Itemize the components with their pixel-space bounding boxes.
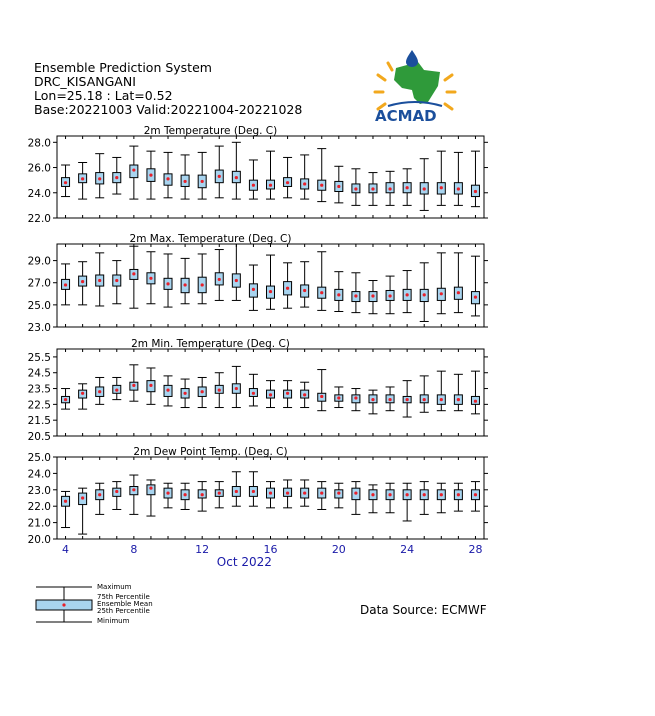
mean-marker <box>235 387 238 390</box>
mean-marker <box>337 185 340 188</box>
box-day-26 <box>437 371 446 411</box>
panel-title: 2m Temperature (Deg. C) <box>143 125 278 137</box>
mean-marker <box>252 392 255 395</box>
mean-marker <box>149 174 152 177</box>
box-day-10 <box>164 152 173 197</box>
mean-marker <box>440 493 443 496</box>
box-day-14 <box>232 366 241 407</box>
box-day-15 <box>249 160 258 199</box>
box-day-25 <box>420 159 429 211</box>
box-day-9 <box>146 480 155 516</box>
box-day-27 <box>454 152 463 205</box>
box-day-17 <box>283 480 292 508</box>
box-day-15 <box>249 472 258 506</box>
y-tick-label: 25.5 <box>27 351 51 364</box>
box-day-4 <box>61 264 70 305</box>
mean-marker <box>81 392 84 395</box>
mean-marker <box>218 278 221 281</box>
box-day-15 <box>249 374 258 406</box>
box-day-22 <box>368 173 377 206</box>
box-day-17 <box>283 381 292 408</box>
mean-marker <box>423 493 426 496</box>
mean-marker <box>81 280 84 283</box>
y-tick-label: 21.0 <box>27 517 51 530</box>
panel-title: 2m Max. Temperature (Deg. C) <box>129 233 292 245</box>
mean-marker <box>184 283 187 286</box>
mean-marker <box>115 176 118 179</box>
x-tick-label: 24 <box>400 543 415 556</box>
mean-marker <box>440 292 443 295</box>
mean-marker <box>474 296 477 299</box>
box-day-16 <box>266 151 275 199</box>
mean-marker <box>252 490 255 493</box>
mean-marker <box>337 293 340 296</box>
y-tick-label: 29.0 <box>27 255 51 268</box>
mean-marker <box>81 496 84 499</box>
mean-marker <box>235 279 238 282</box>
box-day-23 <box>386 276 395 314</box>
y-tick-label: 23.0 <box>27 484 51 497</box>
panel-3 <box>28 338 488 443</box>
mean-marker <box>166 491 169 494</box>
box-day-12 <box>198 152 207 199</box>
mean-marker <box>474 493 477 496</box>
box-day-18 <box>300 155 309 199</box>
box-day-25 <box>420 482 429 515</box>
mean-marker <box>320 291 323 294</box>
box-day-21 <box>351 273 360 313</box>
mean-marker <box>423 293 426 296</box>
box-day-14 <box>232 472 241 506</box>
mean-marker <box>201 390 204 393</box>
box-day-20 <box>334 483 343 508</box>
mean-marker <box>269 184 272 187</box>
mean-marker <box>98 493 101 496</box>
y-tick-label: 24.0 <box>27 468 51 481</box>
box-day-7 <box>112 157 121 194</box>
box-day-27 <box>454 483 463 511</box>
mean-marker <box>457 493 460 496</box>
mean-marker <box>184 180 187 183</box>
mean-marker <box>218 175 221 178</box>
box-day-15 <box>249 265 258 310</box>
box-day-23 <box>386 387 395 411</box>
box-day-20 <box>334 272 343 312</box>
box-day-4 <box>61 165 70 197</box>
mean-marker <box>457 398 460 401</box>
box-day-20 <box>334 166 343 203</box>
box-day-8 <box>129 475 138 514</box>
box-day-28 <box>471 151 480 207</box>
box-day-13 <box>215 373 224 408</box>
box-day-11 <box>181 379 190 407</box>
header-coordinates: Lon=25.18 : Lat=0.52 <box>34 88 173 103</box>
box-day-8 <box>129 146 138 199</box>
mean-marker <box>440 186 443 189</box>
header-title: Ensemble Prediction System <box>34 60 212 75</box>
box-day-4 <box>61 389 70 410</box>
iqr-box <box>147 485 155 495</box>
mean-marker <box>388 493 391 496</box>
box-day-26 <box>437 483 446 513</box>
mean-marker <box>303 289 306 292</box>
box-day-6 <box>95 377 104 404</box>
box-day-28 <box>471 482 480 512</box>
legend-minimum: Minimum <box>97 617 130 625</box>
mean-marker <box>201 180 204 183</box>
box-day-21 <box>351 389 360 411</box>
x-tick-label: 8 <box>130 543 138 556</box>
chart-panels <box>28 125 488 546</box>
mean-marker <box>115 279 118 282</box>
mean-marker <box>269 290 272 293</box>
mean-marker <box>218 389 221 392</box>
mean-marker <box>286 287 289 290</box>
box-day-8 <box>129 365 138 401</box>
mean-marker <box>252 288 255 291</box>
mean-marker <box>166 282 169 285</box>
mean-marker <box>406 493 409 496</box>
box-day-14 <box>232 142 241 199</box>
box-day-9 <box>146 151 155 199</box>
box-day-8 <box>129 246 138 308</box>
mean-marker <box>371 493 374 496</box>
legend-p75: 75th Percentile <box>97 593 150 601</box>
box-day-16 <box>266 255 275 309</box>
mean-marker <box>303 491 306 494</box>
mean-marker <box>132 488 135 491</box>
box-day-19 <box>317 482 326 510</box>
box-day-17 <box>283 263 292 308</box>
x-axis <box>62 543 482 556</box>
y-tick-label: 24.5 <box>27 367 51 380</box>
mean-marker <box>354 294 357 297</box>
box-day-21 <box>351 482 360 515</box>
panel-1 <box>28 125 488 225</box>
mean-marker <box>474 400 477 403</box>
mean-marker <box>269 393 272 396</box>
legend-mean-marker <box>62 603 65 606</box>
box-day-25 <box>420 263 429 322</box>
mean-marker <box>371 398 374 401</box>
mean-marker <box>286 181 289 184</box>
box-day-26 <box>437 151 446 205</box>
box-day-6 <box>95 154 104 198</box>
box-day-24 <box>403 483 412 521</box>
box-day-26 <box>437 253 446 314</box>
mean-marker <box>354 396 357 399</box>
y-tick-label: 25.0 <box>27 299 51 312</box>
box-day-28 <box>471 371 480 414</box>
mean-marker <box>64 500 67 503</box>
mean-marker <box>81 177 84 180</box>
mean-marker <box>423 398 426 401</box>
box-day-12 <box>198 482 207 512</box>
mean-marker <box>337 491 340 494</box>
mean-marker <box>423 187 426 190</box>
box-day-22 <box>368 390 377 414</box>
panel-title: 2m Dew Point Temp. (Deg. C) <box>133 446 288 458</box>
box-day-16 <box>266 381 275 408</box>
mean-marker <box>98 390 101 393</box>
mean-marker <box>440 398 443 401</box>
box-day-18 <box>300 480 309 506</box>
legend-mean: Ensemble Mean <box>97 600 153 608</box>
box-day-5 <box>78 162 87 199</box>
y-tick-label: 27.0 <box>27 277 51 290</box>
box-day-9 <box>146 252 155 304</box>
box-day-23 <box>386 171 395 205</box>
mean-marker <box>132 384 135 387</box>
box-day-17 <box>283 157 292 197</box>
mean-marker <box>371 294 374 297</box>
mean-marker <box>184 493 187 496</box>
mean-marker <box>98 279 101 282</box>
y-tick-label: 23.0 <box>27 322 51 334</box>
mean-marker <box>184 392 187 395</box>
box-day-23 <box>386 483 395 513</box>
mean-marker <box>98 177 101 180</box>
box-day-27 <box>454 374 463 410</box>
mean-marker <box>132 272 135 275</box>
mean-marker <box>388 294 391 297</box>
box-day-24 <box>403 271 412 313</box>
mean-marker <box>201 283 204 286</box>
header-dates: Base:20221003 Valid:20221004-20221028 <box>34 102 303 117</box>
y-tick-label: 22.0 <box>27 501 51 514</box>
mean-marker <box>286 491 289 494</box>
box-day-10 <box>164 254 173 307</box>
y-tick-label: 24.0 <box>27 187 51 200</box>
mean-marker <box>303 393 306 396</box>
legend-p25: 25th Percentile <box>97 607 150 615</box>
box-day-22 <box>368 281 377 314</box>
box-day-13 <box>215 250 224 301</box>
box-day-13 <box>215 482 224 508</box>
logo-text: ACMAD <box>375 107 437 125</box>
y-tick-label: 22.5 <box>27 399 51 412</box>
mean-marker <box>115 389 118 392</box>
mean-marker <box>388 187 391 190</box>
mean-marker <box>132 168 135 171</box>
box-day-10 <box>164 483 173 508</box>
panel-title: 2m Min. Temperature (Deg. C) <box>131 338 290 350</box>
mean-marker <box>166 177 169 180</box>
box-day-6 <box>95 483 104 514</box>
box-day-11 <box>181 258 190 303</box>
mean-marker <box>64 181 67 184</box>
box-day-12 <box>198 254 207 304</box>
mean-marker <box>457 291 460 294</box>
mean-marker <box>303 182 306 185</box>
mean-marker <box>218 491 221 494</box>
africa-logo-icon <box>375 50 455 125</box>
box-day-18 <box>300 382 309 407</box>
legend <box>36 583 153 625</box>
mean-marker <box>406 398 409 401</box>
box-day-22 <box>368 485 377 513</box>
mean-marker <box>320 491 323 494</box>
box-day-20 <box>334 387 343 408</box>
box-day-11 <box>181 155 190 199</box>
header-station: DRC_KISANGANI <box>34 74 136 89</box>
mean-marker <box>64 283 67 286</box>
box-day-12 <box>198 377 207 407</box>
x-tick-label: 16 <box>263 543 278 556</box>
mean-marker <box>269 491 272 494</box>
box-day-28 <box>471 256 480 316</box>
panel-4 <box>28 446 488 546</box>
box-day-6 <box>95 253 104 306</box>
mean-marker <box>235 490 238 493</box>
mean-marker <box>406 293 409 296</box>
box-day-19 <box>317 370 326 411</box>
box-day-9 <box>146 368 155 404</box>
y-tick-label: 21.5 <box>27 415 51 428</box>
x-tick-label: 28 <box>468 543 483 556</box>
box-day-24 <box>403 169 412 206</box>
box-day-24 <box>403 381 412 417</box>
x-tick-label: 4 <box>62 543 70 556</box>
mean-marker <box>201 493 204 496</box>
box-day-13 <box>215 146 224 198</box>
mean-marker <box>406 186 409 189</box>
box-day-7 <box>112 482 121 510</box>
box-day-7 <box>112 377 121 399</box>
box-day-10 <box>164 376 173 406</box>
box-day-5 <box>78 384 87 409</box>
box-day-19 <box>317 252 326 311</box>
y-tick-label: 28.0 <box>27 137 51 150</box>
mean-marker <box>115 490 118 493</box>
x-tick-label: 12 <box>195 543 210 556</box>
box-day-25 <box>420 376 429 412</box>
data-source: Data Source: ECMWF <box>360 603 487 617</box>
mean-marker <box>388 398 391 401</box>
mean-marker <box>337 396 340 399</box>
y-tick-label: 22.0 <box>27 213 51 225</box>
y-tick-label: 20.5 <box>27 431 51 443</box>
x-axis-label: Oct 2022 <box>216 555 272 569</box>
mean-marker <box>166 389 169 392</box>
mean-marker <box>457 187 460 190</box>
box-day-21 <box>351 169 360 206</box>
box-day-27 <box>454 253 463 313</box>
box-day-5 <box>78 488 87 534</box>
mean-marker <box>320 184 323 187</box>
y-tick-label: 23.5 <box>27 383 51 396</box>
box-day-14 <box>232 244 241 300</box>
mean-marker <box>149 487 152 490</box>
mean-marker <box>371 187 374 190</box>
box-day-19 <box>317 149 326 202</box>
box-day-11 <box>181 483 190 509</box>
mean-marker <box>252 184 255 187</box>
y-tick-label: 26.0 <box>27 162 51 175</box>
box-day-16 <box>266 482 275 508</box>
mean-marker <box>286 392 289 395</box>
box-day-7 <box>112 261 121 304</box>
mean-marker <box>235 176 238 179</box>
legend-maximum: Maximum <box>97 583 132 591</box>
box-day-5 <box>78 262 87 305</box>
mean-marker <box>320 395 323 398</box>
panel-2 <box>28 233 488 334</box>
x-tick-label: 20 <box>331 543 346 556</box>
y-tick-label: 25.0 <box>27 452 51 464</box>
box-day-4 <box>61 491 70 527</box>
mean-marker <box>149 277 152 280</box>
mean-marker <box>149 384 152 387</box>
mean-marker <box>354 187 357 190</box>
y-tick-label: 20.0 <box>27 534 51 546</box>
mean-marker <box>354 491 357 494</box>
mean-marker <box>474 190 477 193</box>
box-day-18 <box>300 262 309 307</box>
mean-marker <box>64 398 67 401</box>
